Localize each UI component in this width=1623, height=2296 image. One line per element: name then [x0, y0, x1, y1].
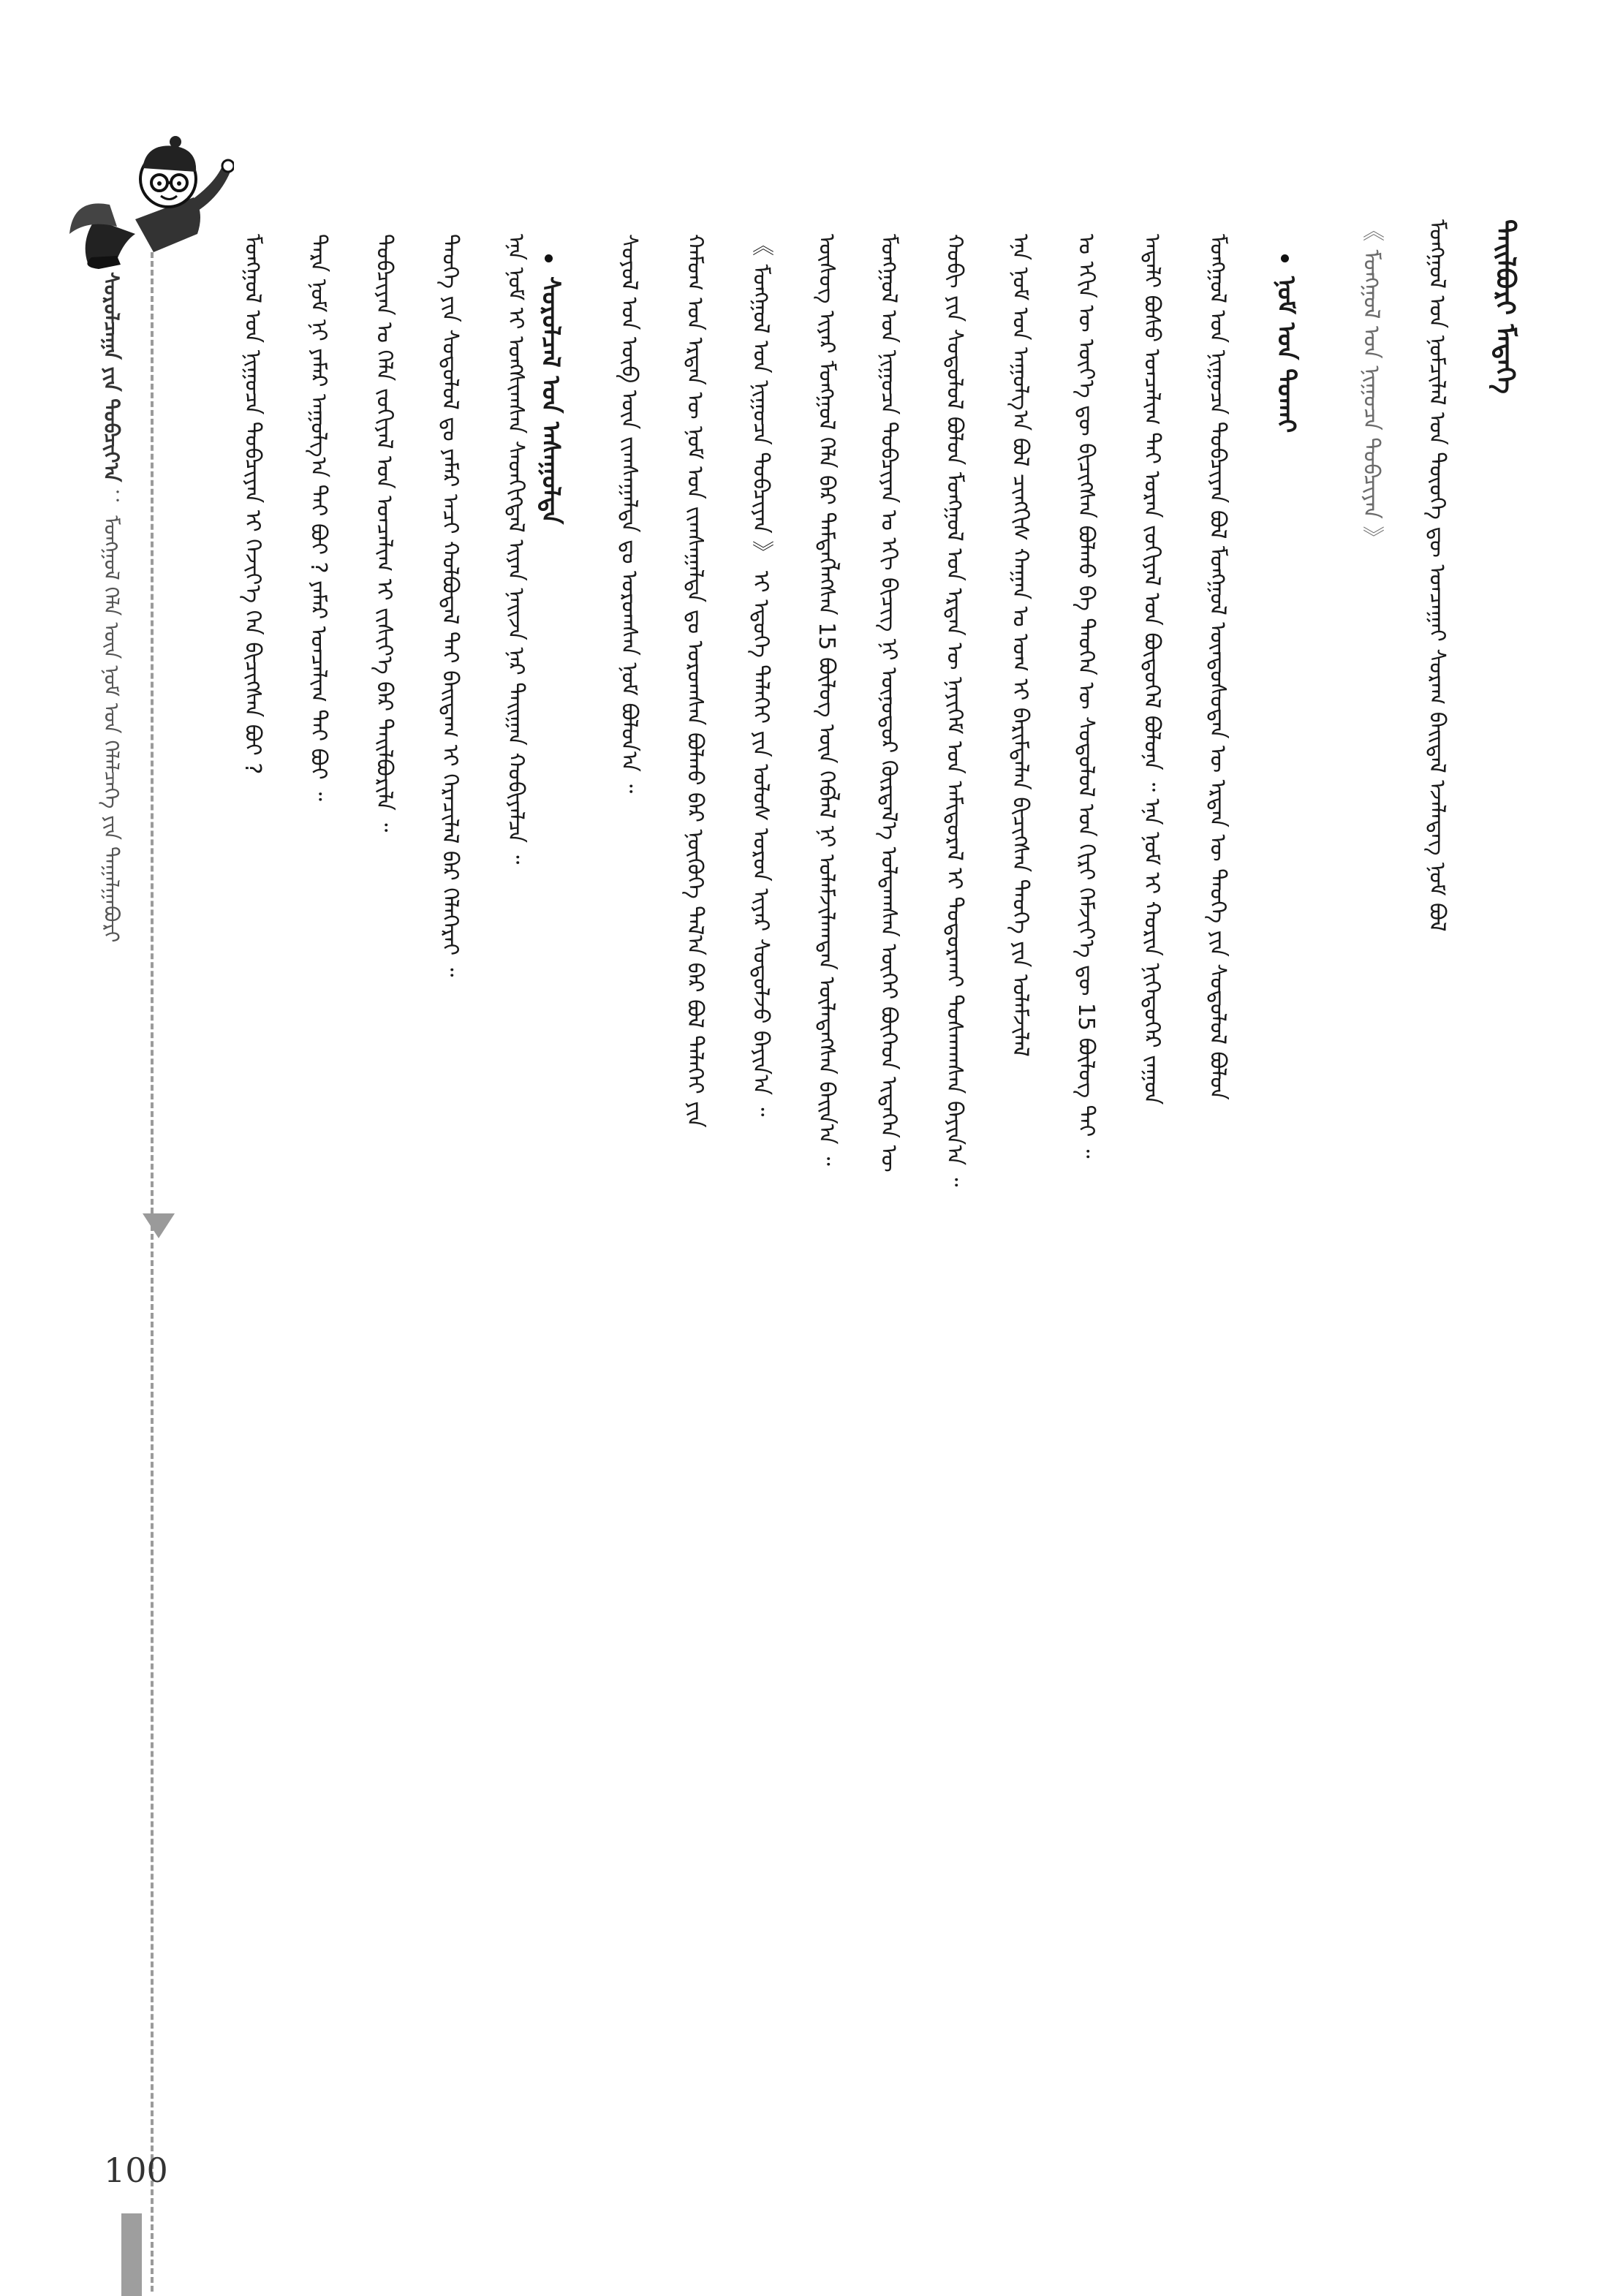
question-line: ᠮᠣᠩᠭᠣᠯ ᠤᠨ ᠨᠢᠭᠤᠴᠠ ᠲᠣᠪᠴᠢᠶᠠᠨ ᠢ ᠬᠡᠵᠢᠶ᠎ᠡ ᠬᠡᠨ ᠪᠢᠴᠢᠭᠰᠡᠨ ᠪᠤᠢ ?	[240, 234, 265, 775]
bullet-icon	[545, 254, 553, 262]
triangle-marker-icon	[143, 1213, 175, 1238]
thumb-index-tab	[121, 2213, 142, 2296]
bullet-icon	[1281, 254, 1289, 262]
section-title: ᠲᠠᠢᠯᠪᠤᠷᠢ ᠮᠡᠳᠡᠭᠡ	[1490, 219, 1520, 394]
body-line: ᠮᠣᠩᠭᠣᠯ ᠤᠨ ᠨᠢᠭᠤᠴᠠ ᠲᠣᠪᠴᠢᠶᠠᠨ ᠤ ᠡᠬᠢ ᠪᠢᠴᠢᠭ ᠨᠢ ᠥᠨᠥᠳᠦᠷ ᠬᠦᠷᠲᠡᠯ᠎ᠡ ᠣᠯᠳᠠᠭᠰᠠᠨ ᠦᠭᠡᠢ ᠪᠥᠭᠡᠳ ᠢᠳᠡᠭᠡᠨ ᠦ	[876, 234, 901, 1172]
sub-heading-questions: ᠰᠤᠷᠤᠯᠴᠠᠯ ᠤᠨ ᠠᠰᠠᠭᠤᠯᠲᠠ	[536, 276, 565, 525]
page-number: 100	[104, 2151, 168, 2190]
running-header	[94, 272, 129, 942]
question-line: ᠲᠣᠪᠴᠢᠶᠠᠨ ᠤ ᠬᠡᠯᠡ ᠵᠣᠬᠢᠶᠠᠯ ᠤᠨ ᠣᠨᠴᠠᠯᠢᠭ ᠢ ᠵᠢᠱᠢᠶ᠎ᠡ ᠪᠠᠷ ᠲᠠᠢᠯᠪᠤᠷᠢᠯᠠ ᠃	[371, 234, 397, 833]
body-line: 《 ᠮᠣᠩᠭᠣᠯ ᠤᠨ ᠨᠢᠭᠤᠴᠠ ᠲᠣᠪᠴᠢᠶᠠᠨ 》 ᠢ ᠡᠳᠦᠭᠡ ᠳᠡᠯᠡᠬᠡᠢ ᠶᠢᠨ ᠤᠯᠤᠰ ᠣᠷᠣᠨ ᠢᠶᠠᠷ ᠰᠤᠳᠤᠯᠵᠤ ᠪᠠᠶᠢᠨ᠎ᠠ ᠃	[748, 234, 773, 1117]
question-line: ᠲᠡᠷᠡ ᠨᠣᠮ ᠨᠢ ᠶᠠᠮᠠᠷ ᠠᠭᠤᠯᠭ᠎ᠠ ᠲᠠᠢ ᠪᠤᠢ ? ᠶᠠᠮᠠᠷ ᠣᠨᠴᠠᠯᠢᠭ ᠲᠠᠢ ᠪᠤᠢ ᠃	[306, 234, 331, 801]
cartoon-boy-mascot-icon	[66, 132, 234, 270]
header-divider	[151, 252, 154, 2292]
body-line: ᠮᠣᠩᠭᠣᠯ ᠤᠨ ᠨᠢᠭᠤᠴᠠ ᠲᠣᠪᠴᠢᠶᠠᠨ ᠪᠣᠯ ᠮᠣᠩᠭᠣᠯ ᠦᠨᠳᠦᠰᠦᠲᠡᠨ ᠦ ᠡᠷᠲᠡᠨ ᠦ ᠲᠡᠦᠬᠡ ᠶᠢᠨ ᠰᠤᠳᠤᠯᠤᠯ ᠪᠣᠯᠤᠨ	[1205, 234, 1230, 1100]
running-header-prefix: ᠰᠤᠷᠤᠯᠴᠠᠭᠠ ᠶᠢᠨ ᠲᠣᠪᠴᠢᠶ᠎ᠠ	[99, 272, 124, 482]
question-line: ᠲᠡᠦᠬᠡ ᠶᠢᠨ ᠰᠤᠳᠤᠯᠤᠯ ᠳᠤ ᠶᠠᠮᠠᠷ ᠠᠴᠢ ᠬᠣᠯᠪᠣᠳᠠᠯ ᠲᠠᠢ ᠪᠠᠢᠳᠠᠭ ᠢ ᠭᠡᠷᠡᠴᠢᠯᠡᠯ ᠪᠠᠷ ᠬᠡᠯᠡᠭᠡᠷᠡᠢ ᠃	[437, 234, 463, 977]
heading-line: ᠮᠣᠩᠭᠣᠯ ᠤᠨ ᠨᠣᠮᠴᠢᠯᠠᠯ ᠤᠨ ᠲᠦᠦᠬᠡ ᠳᠦ ᠣᠨᠴᠠᠭᠠᠢ ᠰᠤᠷᠠᠭ ᠪᠠᠢᠳᠠᠯ ᠡᠵᠡᠯᠡᠳᠡᠭ ᠨᠣᠮ ᠪᠣᠯ	[1424, 219, 1450, 932]
running-header-text: ᠮᠣᠩᠭᠣᠯ ᠬᠡᠯᠡ ᠦᠨ ᠨᠣᠮ ᠤᠨ ᠬᠡᠯᠡᠯᠴᠡᠭᠡ ᠶᠢᠨ ᠳᠠᠭᠠᠯᠭᠠᠪᠤᠷᠢ	[99, 515, 124, 943]
body-line: ᠰᠣᠶᠣᠯ ᠤᠨ ᠥᠪ ᠦᠨ ᠵᠢᠭᠰᠠᠭᠠᠯᠲᠠ ᠳᠤ ᠣᠷᠣᠭᠰᠠᠨ ᠨᠣᠮ ᠪᠣᠯᠤᠨ᠎ᠠ ᠃	[616, 234, 642, 794]
heading-book-title: 《 ᠮᠣᠩᠭᠣᠯ ᠤᠨ ᠨᠢᠭᠤᠴᠠ ᠲᠣᠪᠴᠢᠶᠠᠨ 》	[1358, 219, 1384, 549]
body-line: ᠦᠰᠦᠭ ᠢᠶᠡᠷ ᠮᠣᠩᠭᠣᠯ ᠬᠡᠯᠡ ᠪᠡᠷ ᠲᠡᠮᠳᠡᠭᠯᠡᠭᠰᠡᠨ 15 ᠪᠦᠯᠦᠭ ᠦᠨ ᠬᠡᠪᠯᠡᠯ ᠨᠢ ᠤᠯᠠᠮᠵᠢᠯᠠᠭᠳᠠᠨ ᠦᠯᠡᠳᠡᠭᠰᠡᠨ ᠪᠠᠢᠨ᠎ᠠ ᠃	[814, 234, 839, 1166]
body-line: ᠤ ᠡᠬᠢᠨ ᠦ ᠦᠶ᠎ᠡ ᠳᠦ ᠪᠢᠴᠢᠭᠰᠡᠨ ᠪᠣᠯᠬᠤ ᠪᠠ ᠲᠡᠦᠬᠡᠨ ᠦ ᠰᠤᠳᠤᠯᠤᠯ ᠤᠨ ᠬᠢᠷᠢ ᠬᠡᠮᠵᠢᠶ᠎ᠡ ᠳᠦ 15 ᠪᠦᠯᠦᠭ ᠲᠡᠢ ᠃	[1073, 234, 1099, 1159]
body-line: ᠬᠠᠮᠤᠭ ᠤᠨ ᠡᠷᠲᠡᠨ ᠦ ᠨᠣᠮ ᠤᠨ ᠵᠢᠭᠰᠠᠭᠠᠯᠲᠠ ᠳᠤ ᠣᠷᠣᠭᠰᠠᠨ ᠪᠣᠯᠬᠤ ᠪᠠᠷ ᠨᠥᠭᠦᠭᠡ ᠲᠠᠯ᠎ᠠ ᠪᠠᠷ ᠪᠣᠯ ᠳᠡᠯᠡᠬᠡᠢ ᠶᠢᠨ	[682, 234, 708, 1128]
body-line: ᠠᠳᠠᠯᠢ ᠪᠤᠰᠤ ᠣᠨᠴᠠᠯᠢᠭ ᠲᠠᠢ ᠤᠷᠠᠨ ᠵᠣᠬᠢᠶᠠᠯ ᠤᠨ ᠪᠦᠲᠦᠭᠡᠯ ᠪᠣᠯᠤᠨᠠ ᠃ ᠡᠨᠡ ᠨᠣᠮ ᠢ ᠬᠣᠷᠢᠨ ᠨᠢᠭᠡᠳᠦᠭᠡᠷ ᠵᠠᠭᠤᠨ	[1139, 234, 1165, 1105]
body-line: ᠬᠤᠪᠢ ᠶᠢᠨ ᠰᠤᠳᠤᠯᠤᠯ ᠪᠣᠯᠤᠨ ᠮᠣᠩᠭᠣᠯ ᠤᠨ ᠡᠷᠲᠡᠨ ᠦ ᠨᠡᠶᠢᠭᠡᠮ ᠤᠨ ᠠᠮᠢᠳᠤᠷᠠᠯ ᠢ ᠲᠣᠳᠣᠷᠬᠠᠢ ᠲᠤᠰᠬᠠᠭᠰᠠᠨ ᠪᠠᠶᠢᠨ᠎ᠠ ᠃	[942, 234, 967, 1187]
sub-heading-content: ᠨᠣᠮ ᠤᠨ ᠲᠤᠬᠠᠢ	[1271, 276, 1301, 433]
question-line: ᠡᠨᠡ ᠨᠣᠮ ᠢ ᠤᠩᠰᠢᠭᠰᠠᠨ ᠰᠡᠳᠬᠢᠭᠳᠡᠯ ᠢᠶᠡᠨ ᠨᠠᠢᠵᠠ ᠨᠠᠷ ᠲᠠᠢᠭᠠᠨ ᠬᠤᠪᠢᠶᠠᠯᠴᠠ ᠃	[503, 234, 529, 865]
body-line: ᠡᠨᠡ ᠨᠣᠮ ᠤᠨ ᠠᠭᠤᠯᠭ᠎ᠠ ᠪᠣᠯ ᠴᠢᠩᠭᠢᠰ ᠬᠠᠭᠠᠨ ᠤ ᠤᠭ ᠢ ᠪᠠᠷᠢᠮᠲᠠᠯᠠᠨ ᠪᠢᠴᠢᠭᠰᠡᠨ ᠲᠡᠦᠬᠡ ᠶᠢᠨ ᠤᠯᠠᠮᠵᠢᠯᠠᠯ	[1007, 234, 1033, 1057]
running-header-colon: ：	[99, 488, 124, 509]
